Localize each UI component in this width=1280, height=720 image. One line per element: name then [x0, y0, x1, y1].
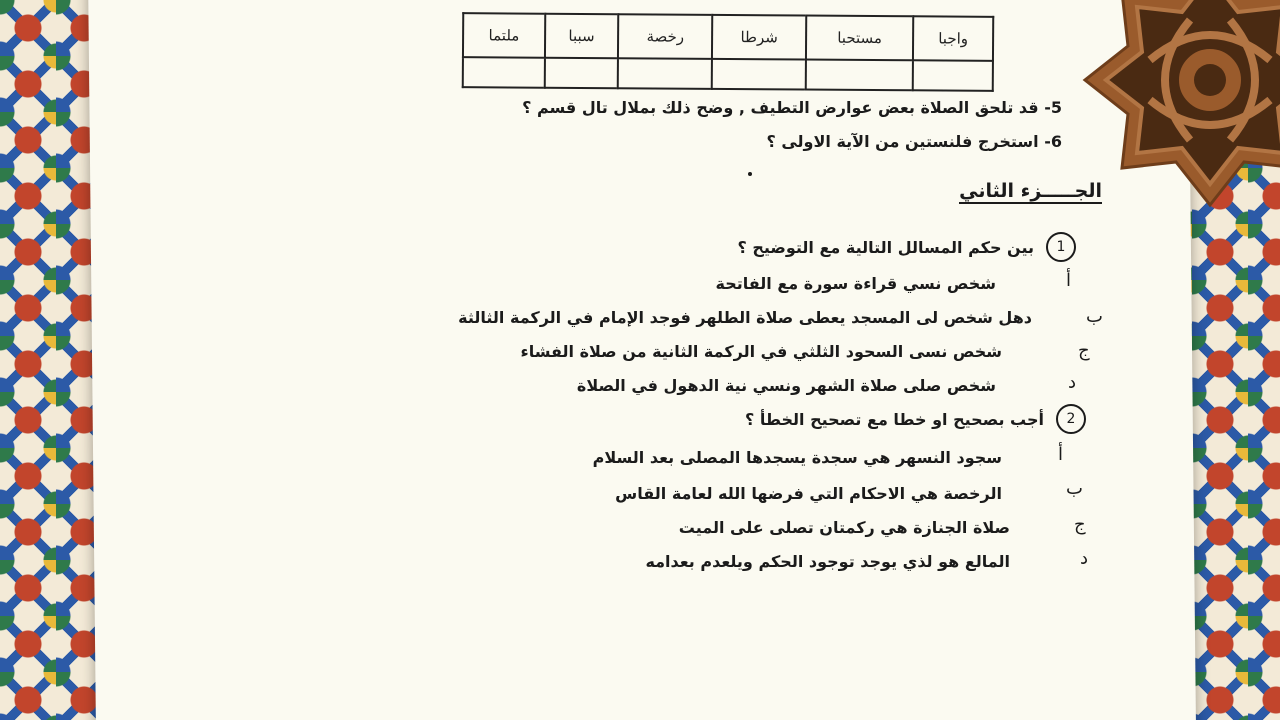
- table-empty-cell: [913, 60, 993, 91]
- q1-item-a: شخص نسي قراءة سورة مع الفاتحة: [715, 274, 996, 293]
- item-marker: د: [1080, 548, 1089, 569]
- question-text: قد تلحق الصلاة بعض عوارض التطيف , وضح ذلك بملال تال قسم ؟: [522, 98, 1039, 117]
- table-header-cell: مستحبا: [806, 16, 913, 61]
- item-marker: ج: [1078, 340, 1090, 361]
- ink-dot: [748, 172, 752, 176]
- question-text: استخرج فلنستين من الآية الاولى ؟: [766, 132, 1039, 151]
- table-empty-cell: [712, 59, 806, 90]
- question-number: 6-: [1044, 132, 1062, 151]
- item-marker: د: [1068, 372, 1077, 393]
- question-circle-number: 2: [1056, 404, 1086, 434]
- q2-title: أجب بصحيح او خطا مع تصحيح الخطأ ؟: [745, 410, 1044, 429]
- part-two-heading: الجـــــزء الثاني: [959, 180, 1102, 202]
- item-marker: ب: [1066, 478, 1083, 499]
- table-header-cell: رخصة: [618, 14, 712, 59]
- table-header-cell: سببا: [545, 14, 619, 59]
- q1-item-c: شخص نسى السحود الثلثي في الركمة الثانية من صلاة الفشاء: [520, 342, 1002, 361]
- table-header-cell: واجبا: [913, 16, 993, 61]
- q2-item-c: صلاة الجنازة هي ركمتان تصلى على الميت: [678, 518, 1010, 537]
- item-marker: ج: [1074, 514, 1086, 535]
- table-empty-cell: [806, 60, 913, 91]
- q2-item-b: الرخصة هي الاحكام التي فرضها الله لعامة القاس: [615, 484, 1002, 503]
- table-header-cell: شرطا: [712, 15, 806, 60]
- q2-item-d: المالع هو لذي يوجد توجود الحكم ويلعدم بعدامه: [645, 552, 1010, 571]
- item-marker: ب: [1086, 306, 1103, 327]
- q2-item-a: سجود النسهر هي سجدة يسجدها المصلى بعد السلام: [592, 448, 1002, 467]
- question-number: 5-: [1044, 98, 1062, 117]
- wooden-star-ornament-icon: [1060, 0, 1280, 240]
- question-circle-number: 1: [1046, 232, 1076, 262]
- q1-item-b: دهل شخص لى المسجد يعطى صلاة الطلهر فوجد الإمام في الركمة الثالثة: [458, 308, 1032, 327]
- answer-table: [462, 12, 995, 92]
- table-empty-cell: [463, 57, 545, 88]
- table-empty-cell: [544, 58, 618, 89]
- table-empty-cell: [618, 58, 712, 89]
- question-5: [522, 98, 1062, 117]
- q1-title: بين حكم المسالل التالية مع التوضيح ؟: [737, 238, 1034, 257]
- question-6: [767, 132, 1063, 151]
- q1-item-d: شخص صلى صلاة الشهر ونسي نية الدهول في الصلاة: [576, 376, 996, 395]
- item-marker: أ: [1066, 270, 1072, 291]
- table-header-cell: ملتما: [463, 13, 545, 58]
- item-marker: أ: [1058, 444, 1064, 465]
